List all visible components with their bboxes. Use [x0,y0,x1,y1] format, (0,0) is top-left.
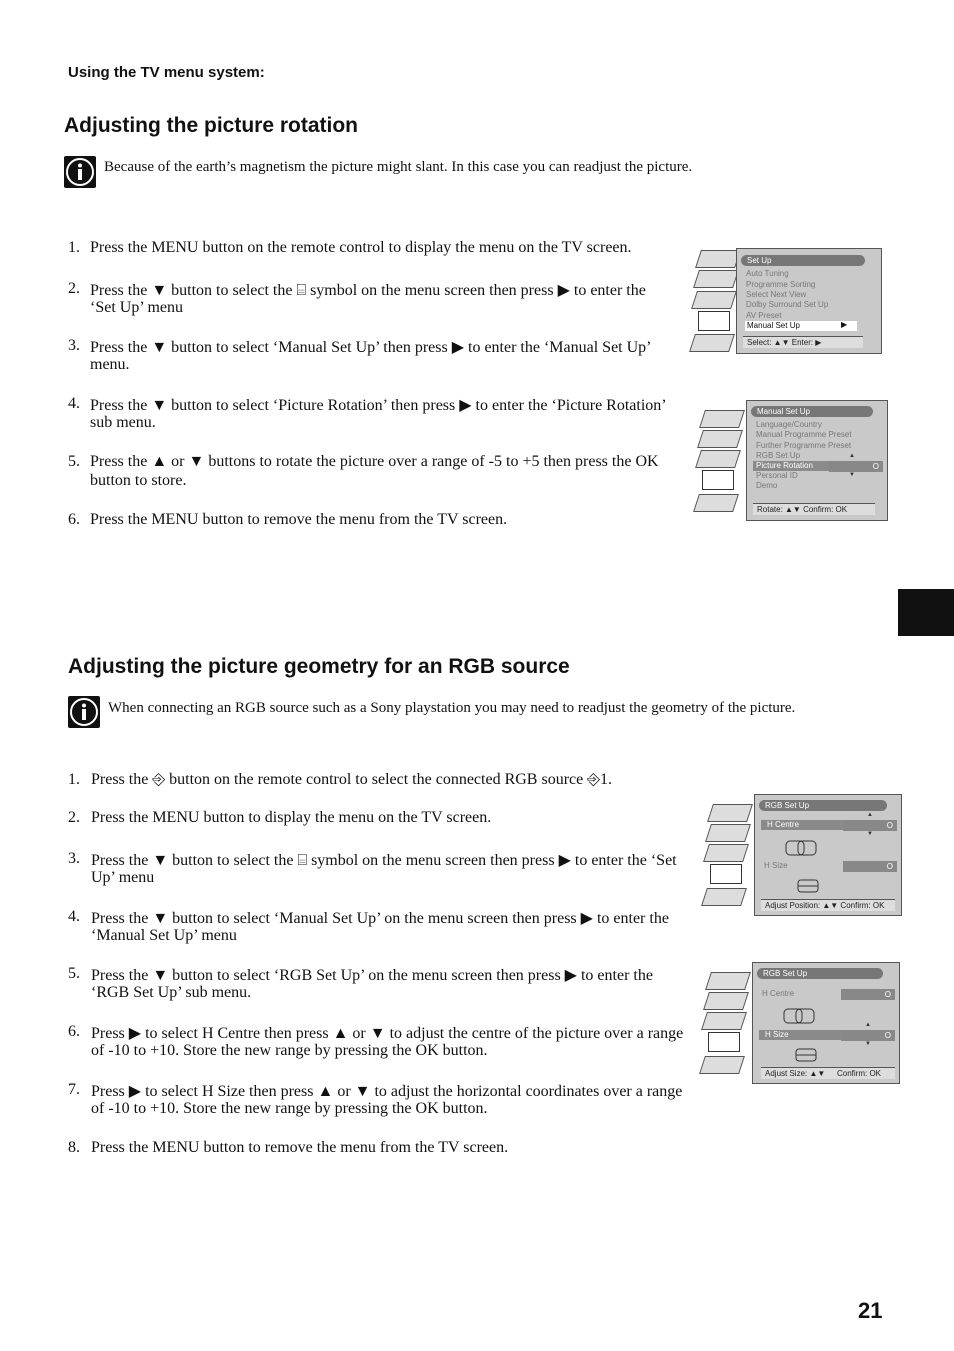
list-tab-icon [689,334,735,352]
menu-item: Auto Tuning [746,269,789,278]
rotation-intro: Because of the earth’s magnetism the picture might slant. In this case you can readjust the picture. [104,159,693,175]
hsize-value: O [841,1030,895,1041]
menu-title: RGB Set Up [759,800,887,811]
manual-setup-panel [746,400,888,521]
hsize-picture-icon [797,879,819,895]
menu-item: AV Preset [746,311,782,320]
hcentre-value: O [841,989,895,1000]
menu-footer: Rotate: ▲▼ Confirm: OK [753,503,875,515]
setup-menu-panel [736,248,882,354]
hsize-picture-icon [795,1048,817,1064]
sound-tab-icon [697,430,743,448]
sound-tab-icon [693,270,739,288]
features-tab-icon [691,291,737,309]
page-number: 21 [858,1298,883,1323]
geometry-title: Adjusting the picture geometry for an RGB source [68,655,570,678]
manual-setup-menu-screen [694,400,890,522]
rgb-setup-panel [752,962,900,1084]
menu-item-selected: H Size [759,1030,841,1040]
picture-tab-icon [705,972,751,990]
menu-item: Language/Country [756,420,822,429]
menu-item: Demo [756,481,778,490]
enter-arrow-icon: ▶ [841,320,848,329]
hcentre-picture-icon [783,1007,817,1027]
down-arrow-icon: ▼ [849,472,855,478]
setup-tab-icon [708,1032,740,1052]
picture-tab-icon [707,804,753,822]
picture-tab-icon [695,250,741,268]
list-tab-icon [699,1056,745,1074]
menu-title: Set Up [741,255,865,266]
menu-item-selected: Manual Set Up [745,321,857,331]
info-icon [64,156,96,188]
down-arrow-icon: ▼ [867,831,873,837]
rgb-setup-hsize-screen [700,962,902,1084]
section-label: Using the TV menu system: [68,64,265,81]
menu-item: Select Next View [746,290,807,299]
menu-footer [761,1067,895,1079]
up-arrow-icon: ▲ [867,812,873,818]
down-arrow-icon: ▼ [865,1041,871,1047]
up-arrow-icon: ▲ [849,453,855,459]
menu-item: Personal ID [756,471,798,480]
menu-item: RGB Set Up [756,451,801,460]
features-tab-icon [695,450,741,468]
menu-item: Manual Programme Preset [756,430,852,439]
menu-item: H Size [764,861,788,870]
rgb-setup-panel [754,794,902,916]
setup-tab-icon [698,311,730,331]
menu-title: Manual Set Up [751,406,873,417]
rgb-setup-hcentre-screen [702,794,902,916]
rotation-title: Adjusting the picture rotation [64,114,358,137]
menu-item: Further Programme Preset [756,441,852,450]
sound-tab-icon [705,824,751,842]
list-tab-icon [701,888,747,906]
info-icon [68,696,100,728]
features-tab-icon [703,844,749,862]
hsize-value: O [843,861,897,872]
menu-footer: Select: ▲▼ Enter: ▶ [743,336,863,348]
setup-tab-icon [702,470,734,490]
menu-item: Dolby Surround Set Up [746,300,829,309]
setup-tab-icon [710,864,742,884]
rotation-value: O [829,461,883,472]
menu-item: Programme Sorting [746,280,816,289]
hcentre-value: O [843,820,897,831]
menu-item: H Centre [762,989,795,998]
menu-item-selected: H Centre [761,820,843,830]
menu-footer: Adjust Position: ▲▼ Confirm: OK [761,899,895,911]
menu-title: RGB Set Up [757,968,883,979]
setup-menu-screen [690,248,882,354]
footer-right: Confirm: OK [837,1069,882,1078]
features-tab-icon [701,1012,747,1030]
geometry-intro: When connecting an RGB source such as a Sony playstation you may need to readjust the geometry of the picture. [108,700,796,716]
menu-item-selected: Picture Rotation [753,461,831,471]
hcentre-picture-icon [785,839,815,855]
list-tab-icon [693,494,739,512]
picture-tab-icon [699,410,745,428]
footer-left: Adjust Size: ▲▼ [765,1069,826,1078]
chapter-tab-marker [898,589,954,636]
sound-tab-icon [703,992,749,1010]
up-arrow-icon: ▲ [865,1022,871,1028]
